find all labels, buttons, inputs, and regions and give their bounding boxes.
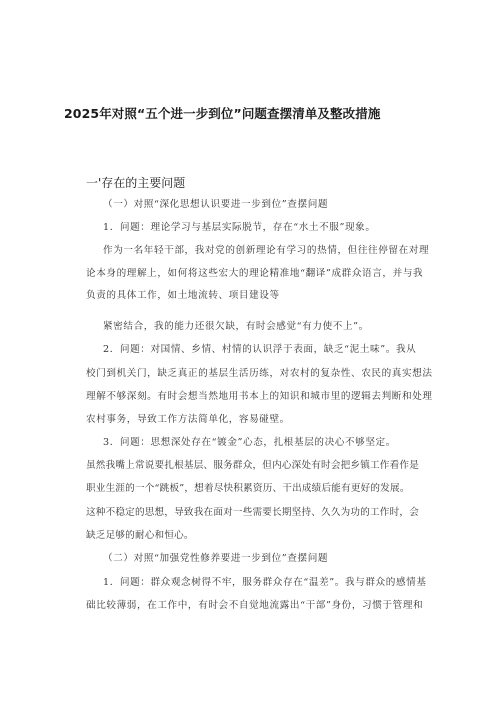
paragraph-line: 作为一名年轻干部，我对党的创新理论有学习的热情，但往往停留在对理 — [103, 245, 430, 256]
paragraph-line: 紧密结合，我的能力还很欠缺，有时会感觉“有力使不上”。 — [103, 321, 369, 332]
paragraph-line: 论本身的理解上，如何将这些宏大的理论精准地“翻译”成群众语言，并与我 — [86, 268, 424, 279]
issue-heading: 1．问题：理论学习与基层实际脱节，存在“水土不服”现象。 — [103, 222, 376, 233]
paragraph-line: 理解不够深刻。有时会想当然地用书本上的知识和城市里的逻辑去判断和处理 — [86, 391, 433, 402]
paragraph-line: 这种不稳定的思想，导致我在面对一些需要长期坚持、久久为功的工作时，会 — [86, 507, 419, 518]
subsection-heading: （一）对照“深化思想认识要进一步到位”查摆问题 — [103, 199, 329, 210]
subsection-heading: （二）对照“加强党性修养要进一步到位”查摆问题 — [103, 553, 329, 564]
paragraph-line: 校门到机关门，缺乏真正的基层生活历练，对农村的复杂性、农民的真实想法 — [86, 368, 433, 379]
paragraph-line: 负责的具体工作，如土地流转、项目建设等 — [86, 290, 280, 301]
paragraph-line: 虽然我嘴上常说要扎根基层、服务群众，但内心深处有时会把乡镇工作看作是 — [86, 460, 419, 471]
section-heading: 一'存在的主要问题 — [86, 176, 186, 190]
paragraph-line: 职业生涯的一个“跳板”，想着尽快积累资历、干出成绩后能有更好的发展。 — [86, 483, 410, 494]
issue-heading: 2．问题：对国情、乡情、村情的认识浮于表面，缺乏“泥土味”。我从 — [103, 344, 417, 355]
issue-heading: 3．问题：思想深处存在“镀金”心态，扎根基层的决心不够坚定。 — [103, 437, 396, 448]
paragraph-line: 础比较薄弱，在工作中，有时会不自觉地流露出“干部”身份，习惯于管理和 — [86, 600, 424, 611]
issue-heading: 1．问题：群众观念树得不牢，服务群众存在“温差”。我与群众的感情基 — [103, 577, 427, 588]
document-title: 2025年对照“五个进一步到位”问题查摆清单及整改措施 — [64, 106, 381, 121]
paragraph-line: 缺乏足够的耐心和恒心。 — [86, 530, 194, 541]
paragraph-line: 农村事务，导致工作方法简单化，容易碰壁。 — [86, 414, 290, 425]
